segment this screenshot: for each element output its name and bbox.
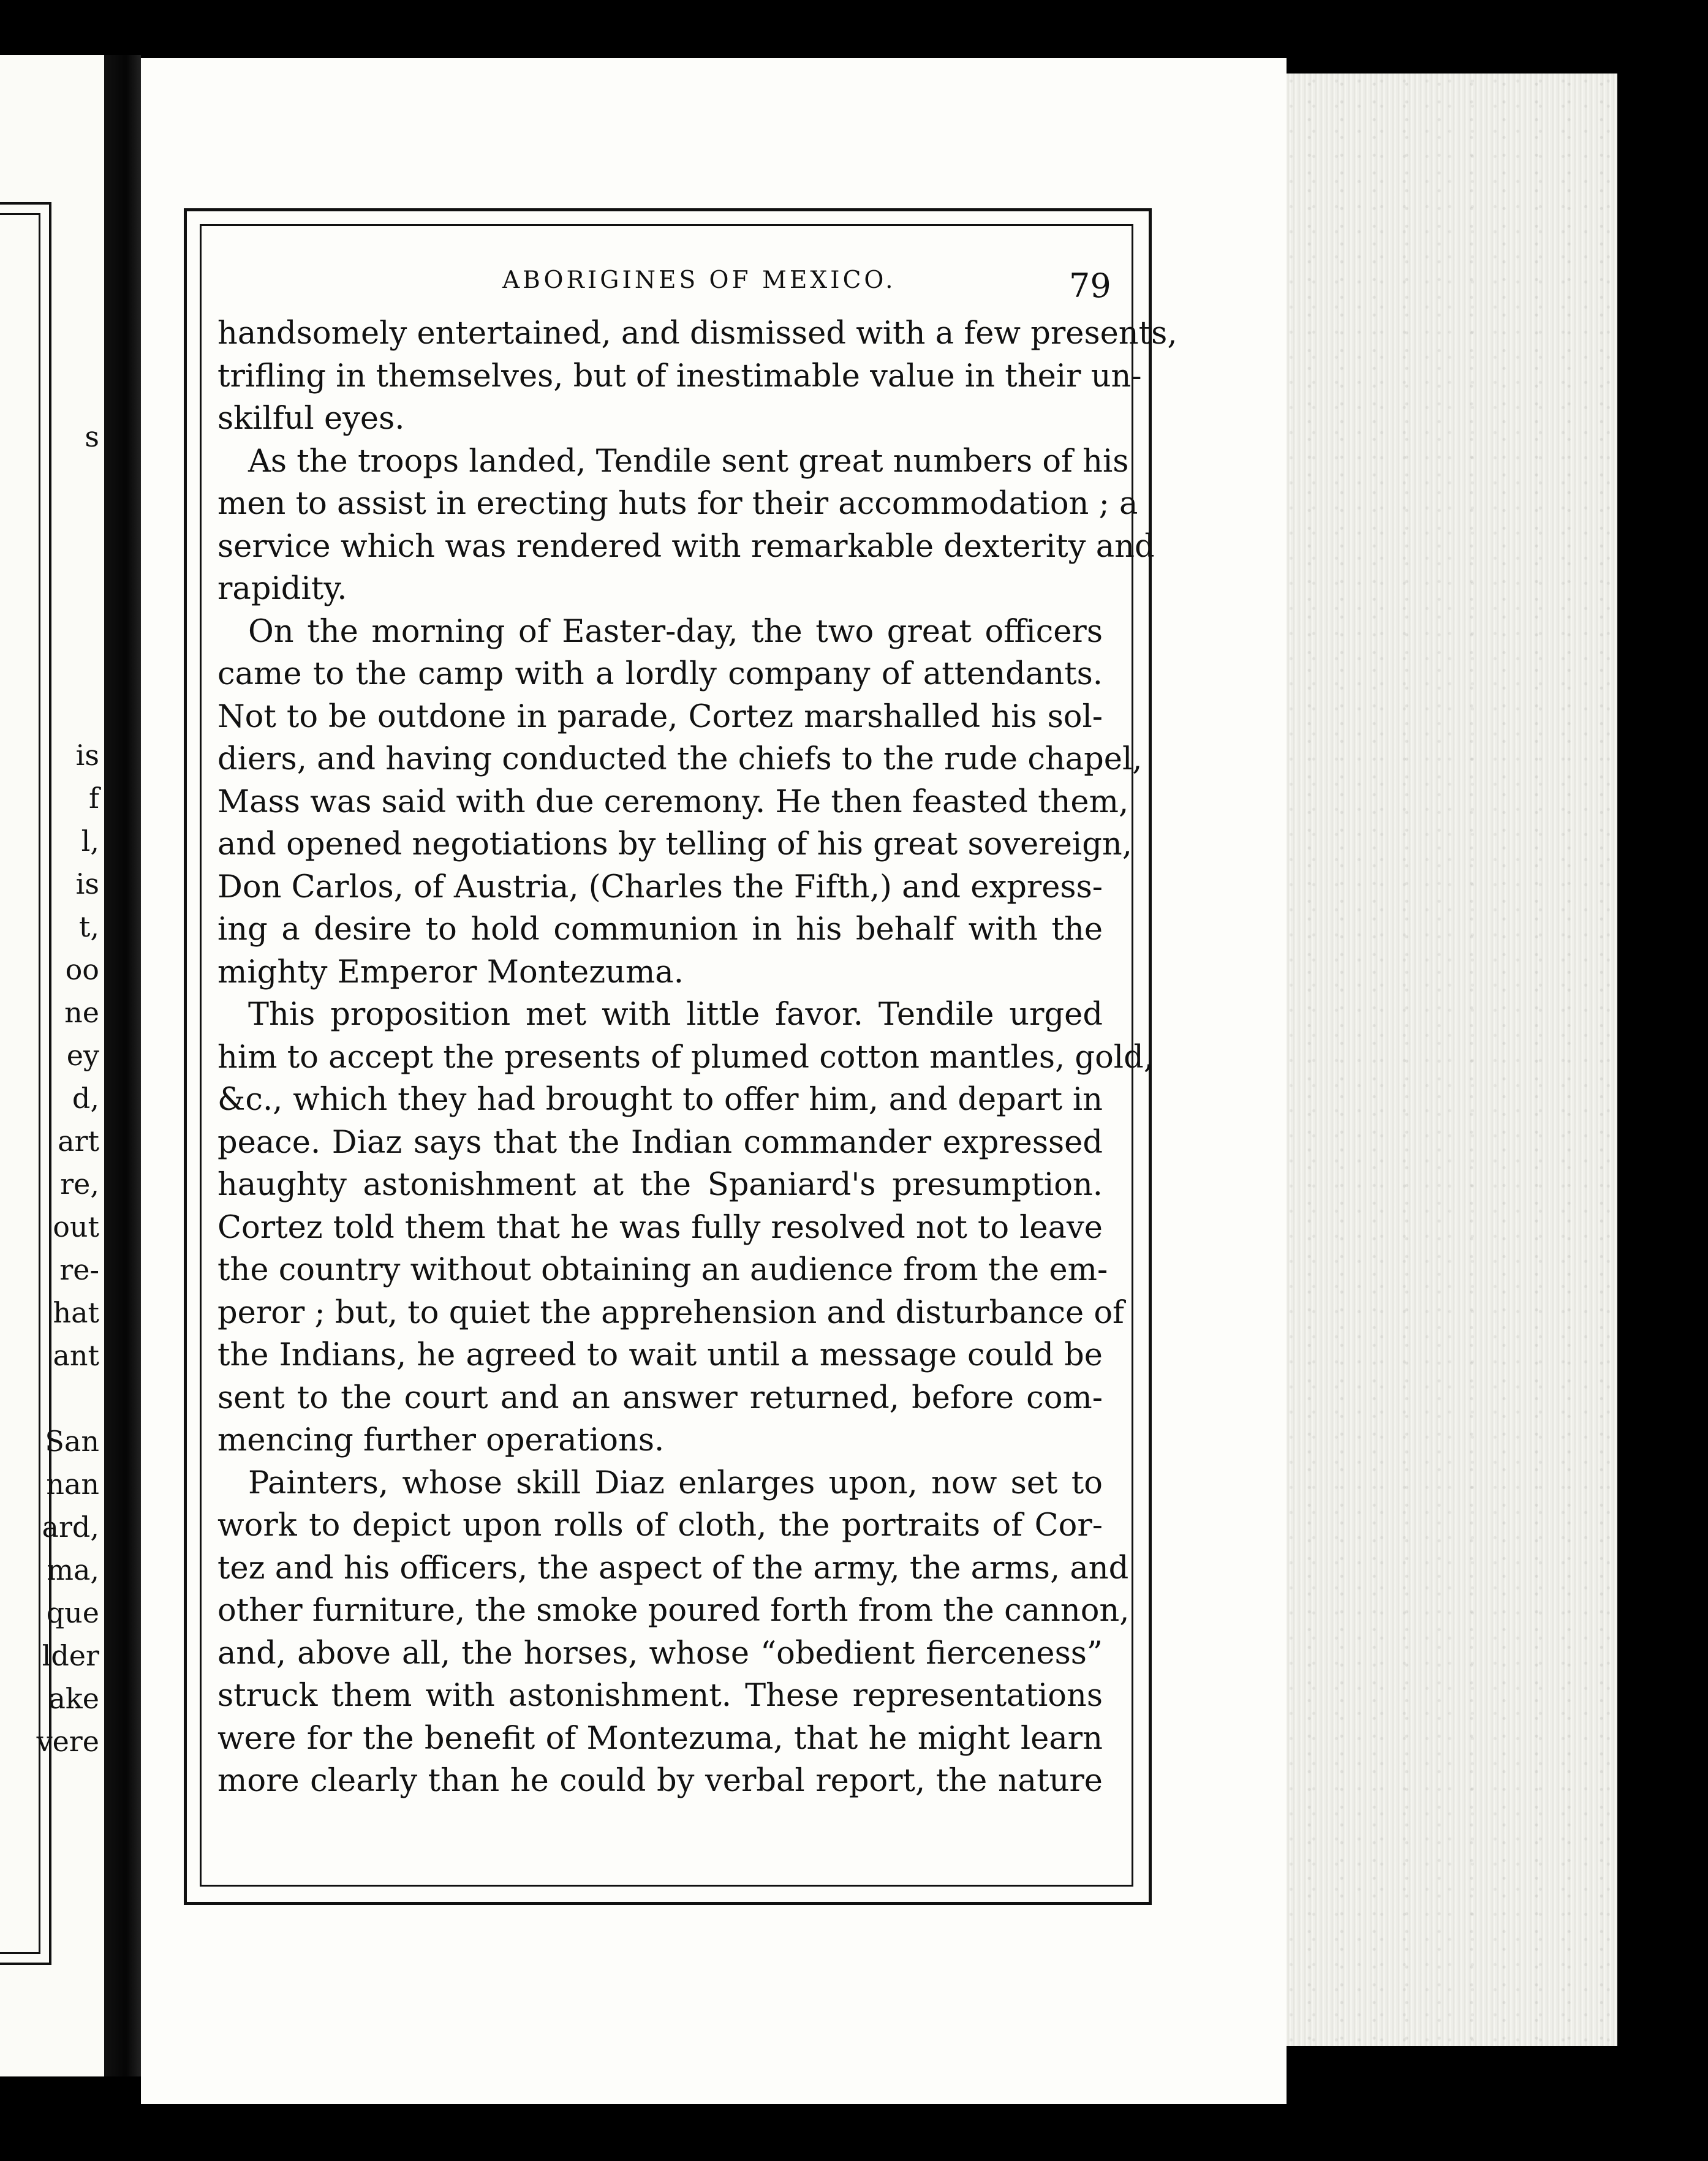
text-line: mighty Emperor Montezuma. [217,954,684,990]
facing-page-line: is [75,867,99,900]
text-line: and, above all, the horses, whose “obedient fierceness” [217,1635,1103,1672]
facing-page-line: ake [48,1682,99,1715]
text-line: On the morning of Easter-day, the two great officers [248,613,1103,650]
facing-page-line: nan [46,1468,99,1501]
text-line: skilful eyes. [217,401,405,437]
text-line: other furniture, the smoke poured forth from the cannon, [217,1593,1130,1629]
facing-page-line: ant [53,1339,99,1372]
text-line: mencing further operations. [217,1422,665,1458]
facing-page-line: vere [36,1725,99,1758]
facing-page-line: re, [60,1167,99,1201]
book-gutter [104,55,141,2076]
facing-page-left [0,55,104,2076]
text-line: sent to the court and an answer returned, before com- [217,1379,1103,1416]
facing-page-line: re- [59,1253,99,1286]
text-line: were for the benefit of Montezuma, that he might learn [217,1720,1103,1757]
facing-page-line: ey [66,1039,99,1072]
text-line: diers, and having conducted the chiefs to the rude chapel, [217,741,1143,777]
text-line: Don Carlos, of Austria, (Charles the Fifth,) and express- [217,869,1103,905]
text-line: men to assist in erecting huts for their accommodation ; a [217,486,1138,522]
facing-page-line: is [75,739,99,772]
facing-page-line: s [85,420,99,453]
page-fore-edge [1287,74,1617,2046]
page-number: 79 [1069,266,1111,305]
background-edge [1617,110,1708,2070]
facing-page-line: ne [64,996,99,1029]
text-line: Cortez told them that he was fully resolved not to leave [217,1209,1103,1246]
text-line: This proposition met with little favor. Tendile urged [248,997,1103,1033]
facing-page-line: oo [65,953,99,986]
text-line: handsomely entertained, and dismissed with a few presents, [217,315,1177,352]
text-line: &c., which they had brought to offer him, and depart in [217,1082,1103,1118]
text-line: peror ; but, to quiet the apprehension and disturbance of [217,1294,1124,1331]
facing-page-line: que [46,1596,99,1629]
text-line: ing a desire to hold communion in his behalf with the [217,911,1103,948]
facing-page-line: t, [78,910,99,943]
facing-page-line: ma, [47,1553,99,1586]
text-line: Not to be outdone in parade, Cortez marshalled his sol- [217,698,1103,735]
text-line: peace. Diaz says that the Indian commander expressed [217,1124,1103,1161]
text-line: the country without obtaining an audience from the em- [217,1252,1108,1288]
facing-page-line: San [45,1425,99,1458]
text-line: struck them with astonishment. These representations [217,1678,1103,1714]
running-title: ABORIGINES OF MEXICO. [502,266,896,294]
text-line: haughty astonishment at the Spaniard's presumption. [217,1167,1103,1203]
body-text [217,312,1177,1803]
facing-page-line: hat [53,1296,99,1329]
text-line: As the troops landed, Tendile sent great numbers of his [248,443,1129,480]
text-line: him to accept the presents of plumed cotton mantles, gold, [217,1039,1154,1076]
text-line: service which was rendered with remarkable dexterity and [217,528,1155,565]
facing-page-line: l, [81,824,99,858]
text-line: more clearly than he could by verbal report, the nature [217,1763,1103,1799]
text-line: tez and his officers, the aspect of the army, the arms, and [217,1550,1129,1586]
text-line: Painters, whose skill Diaz enlarges upon, now set to [248,1465,1103,1501]
text-line: the Indians, he agreed to wait until a message could be [217,1337,1103,1373]
facing-page-line: lder [42,1639,99,1672]
text-line: came to the camp with a lordly company of attendants. [217,656,1103,692]
facing-page-line: art [58,1125,99,1158]
facing-page-line: d, [72,1082,99,1115]
facing-page-line: ard, [42,1510,99,1544]
text-line: rapidity. [217,571,347,607]
text-line: Mass was said with due ceremony. He then feasted them, [217,783,1129,820]
facing-page-line: out [53,1210,99,1243]
text-line: work to depict upon rolls of cloth, the portraits of Cor- [217,1507,1103,1544]
text-line: trifling in themselves, but of inestimable value in their un- [217,358,1142,394]
text-line: and opened negotiations by telling of his great sovereign, [217,826,1132,862]
facing-page-line: f [88,782,99,815]
